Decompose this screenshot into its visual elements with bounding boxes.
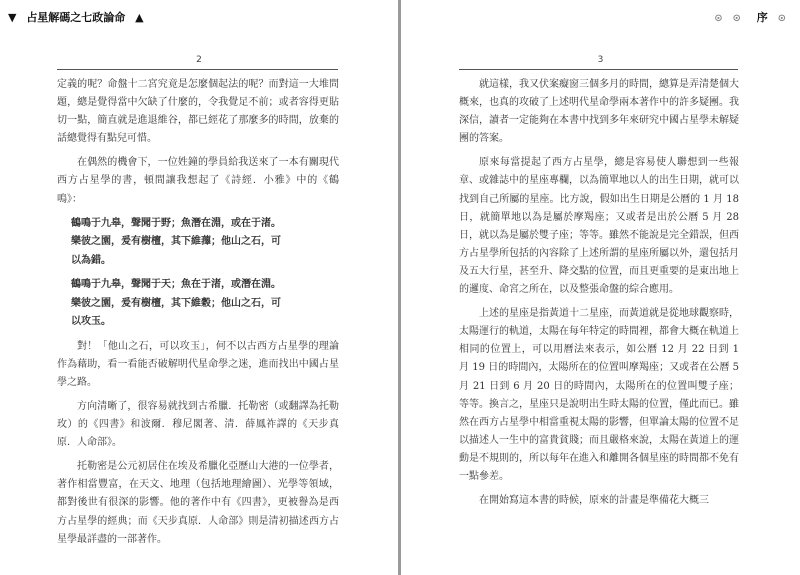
paragraph: 對！「他山之石，可以攻玉」，何不以古西方占星學的理論作為藉助，看一看能否破解明代星命學之迷，進而找出中國占星學之路。 <box>57 340 339 388</box>
header-divider-right <box>459 69 738 70</box>
paragraph: 定義的呢？命盤十二宮究竟是怎麼個起法的呢？而對這一大堆問題，總是覺得當中欠缺了什麼的，令我覺足不前；或者容得更貼切一點，簡直就是進退維谷，都已經花了那麼多的時間，放棄的話總覺得有點兒可惜。 <box>57 79 339 145</box>
poem-line: 鶴鳴于九皋，聲聞于天；魚在于渚，或潛在淵。 <box>71 279 281 291</box>
poem-stanza-1 <box>71 215 339 271</box>
paragraph: 在偶然的機會下，一位姓鐘的學員給我送來了一本有關現代西方占星學的書，頓間讓我想起了《詩經．小雅》中的《鶴鳴》： <box>57 157 339 205</box>
paragraph: 原來每當提起了西方占星學，總是容易使人聯想到一些報章、或雜誌中的星座專欄，以為簡單地以人的出生日期，就可以找到自己所屬的星座。比方說，假如出生日期是公曆的 1 月 18 日，就簡單地以為是屬於摩羯座；又或者是出於公曆 5 月 28 日，就以為是屬於雙子座；等等。雖然不能說是完全錯誤，但西方占星學所包括的內容除了上述所謂的星座所屬以外，還包括月及五大行星，甚至升、降交點的位置，而且更重要的是東出地上的邏度、命宮之所在，以及整張命盤的綜合應用。 <box>459 157 739 296</box>
book-title: 占星解碼之七政論命 <box>26 11 126 24</box>
nav-circle-icon[interactable]: ⊙ <box>777 13 786 24</box>
right-page-body <box>459 76 739 516</box>
poem-line: 樂彼之園，爰有樹檀，其下維蘀；他山之石，可 <box>71 236 281 248</box>
page-number-left: 2 <box>196 55 202 65</box>
poem-line: 樂彼之園，爰有樹檀，其下維穀；他山之石，可 <box>71 297 281 309</box>
paragraph: 方向清晰了，很容易就找到古希臘．托勒密（或翻譯為托勒玫）的《四書》和波爾．穆尼閣著、清．薛鳳祚譯的《天步真原．人命部》。 <box>57 400 339 449</box>
left-page <box>0 0 398 575</box>
paragraph: 托勒密是公元初居住在埃及希臘化亞歷山大港的一位學者，著作相當豐富，在天文、地理（包括地理繪圖）、光學等領域，都對後世有很深的影響。他的著作中有《四書》，更被譽為是西方占星學的經典；而《天步真原．人命部》則是清初描述西方占星學最詳盡的一部著作。 <box>57 461 339 545</box>
paragraph: 上述的星座是指黃道十二星座，而黃道就是從地球觀察時，太陽運行的軌道，太陽在每年特定的時間裡，都會大概在軌道上相同的位置上，可以用曆法來表示，如公曆 12 月 22 日到 1 月 19 日的時間內，太陽所在的位置叫摩羯座；又或者在公曆 5 月 21 日到 6 月 20 日的時間內，太陽所在的位置叫雙子座；等等。換言之，星座只是說明出生時太陽的位置，僅此而已。雖然在西方占星學中相當重視太陽的影響，但單論太陽的位置不足以描述人一生中的富貴貧賤；而且嚴格來說，太陽在黃道上的運動是不規則的，所以每年在進入和離開各個星座的時間都不免有一點參差。 <box>459 308 739 482</box>
next-chapter-arrow-icon[interactable]: ▲ <box>135 11 144 24</box>
poem-line: 以為錯。 <box>71 254 111 266</box>
chapter-title: 序 <box>756 11 768 24</box>
poem-line: 以攻玉。 <box>71 316 111 328</box>
paragraph: 在開始寫這本書的時候，原來的計畫是準備花大概三 <box>479 495 709 507</box>
previous-chapter-arrow-icon[interactable]: ▼ <box>8 11 17 24</box>
poem-line: 鶴鳴于九皋，聲聞于野；魚潛在淵，或在于渚。 <box>71 217 281 229</box>
poem-stanza-2 <box>71 276 339 332</box>
right-page <box>401 0 800 575</box>
circle-icon-1[interactable]: ⊙ <box>714 13 723 24</box>
page-number-right: 3 <box>597 55 604 65</box>
circle-icon-2[interactable]: ⊙ <box>732 13 741 24</box>
right-page-header <box>714 9 792 27</box>
left-page-body <box>57 76 339 555</box>
paragraph: 就這樣，我又伏案癡窗三個多月的時間，總算是弄清楚個大概來，也真的攻破了上述明代星命學兩本著作中的許多疑團。我深信，讀者一定能夠在本書中找到多年來研究中國占星學未解疑團的答案。 <box>459 79 739 145</box>
left-page-header <box>8 9 144 27</box>
header-divider-left <box>57 69 338 70</box>
